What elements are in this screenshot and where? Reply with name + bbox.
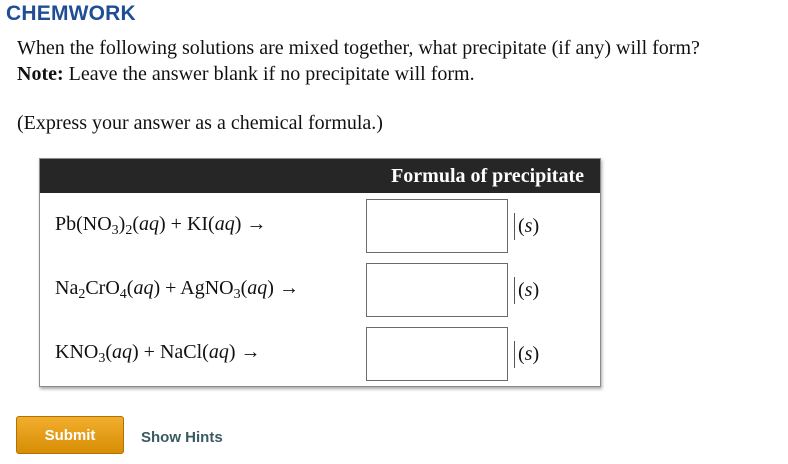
submit-button[interactable]: Submit — [16, 416, 124, 454]
state-label: (s) — [514, 277, 539, 304]
precipitate-input[interactable] — [366, 327, 508, 381]
note-label: Note: — [17, 63, 64, 85]
question-note — [17, 63, 475, 86]
show-hints-link[interactable]: Show Hints — [141, 429, 223, 446]
table-row — [40, 199, 600, 255]
precipitate-input[interactable] — [366, 199, 508, 253]
state-label: (s) — [514, 213, 539, 240]
state-label: (s) — [514, 341, 539, 368]
table-row — [40, 263, 600, 319]
precipitate-table — [39, 158, 601, 387]
reaction-equation: $Na_2CrO_4(aq)$ + AgNO$_3$(aq) → — [55, 277, 299, 302]
note-text: Leave the answer blank if no precipitate will form. — [68, 63, 475, 85]
question-text: When the following solutions are mixed together, what precipitate (if any) will form? — [17, 37, 700, 59]
table-row — [40, 327, 600, 383]
reaction-equation: $Pb(NO_3)_2(aq) + KI(aq)$ → — [55, 213, 267, 238]
precipitate-input[interactable] — [366, 263, 508, 317]
column-header: Formula of precipitate — [391, 165, 584, 187]
reaction-equation: $KNO_3(aq)$ + NaCl(aq) → — [55, 341, 261, 366]
answer-instruction: (Express your answer as a chemical formula.) — [17, 112, 383, 134]
table-header — [40, 159, 600, 193]
app-title: CHEMWORK — [6, 2, 136, 25]
